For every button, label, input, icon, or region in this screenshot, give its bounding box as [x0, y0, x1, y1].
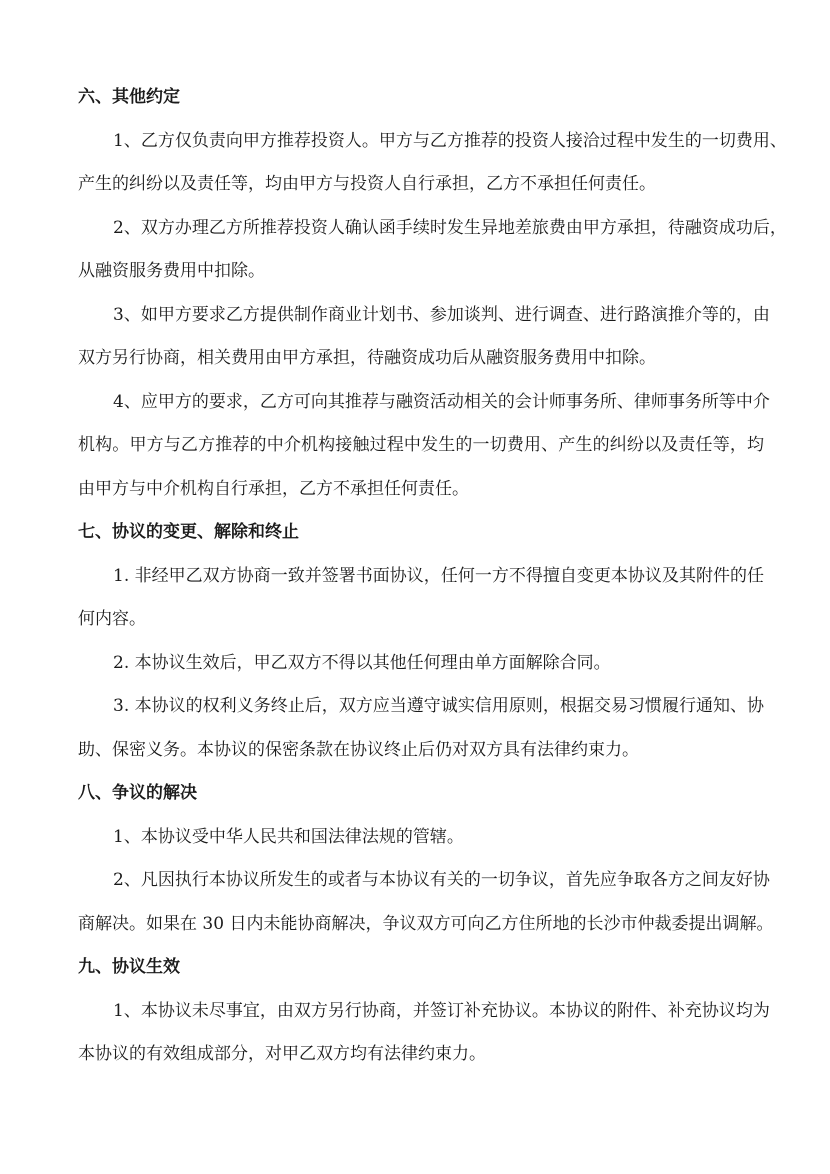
clause-paragraph [78, 816, 764, 860]
paragraph-line: 商解决。如果在 30 日内未能协商解决，争议双方可向乙方住所地的长沙市仲裁委提出调解。 [78, 913, 774, 934]
clause-paragraph [78, 685, 764, 772]
paragraph-line: 机构。甲方与乙方推荐的中介机构接触过程中发生的一切费用、产生的纠纷以及责任等，均 [78, 435, 764, 455]
paragraph-line: 3、如甲方要求乙方提供制作商业计划书、参加谈判、进行调查、进行路演推介等的，由 [113, 304, 770, 325]
paragraph-line: 从融资服务费用中扣除。 [78, 261, 265, 281]
clause-paragraph [78, 120, 787, 207]
paragraph-line: 2、双方办理乙方所推荐投资人确认函手续时发生异地差旅费由甲方承担，待融资成功后， [113, 217, 787, 238]
paragraph-line: 双方另行协商，相关费用由甲方承担，待融资成功后从融资服务费用中扣除。 [78, 348, 656, 368]
clause-paragraph [78, 642, 764, 686]
section-heading: 七、协议的变更、解除和终止 [78, 522, 299, 542]
paragraph-line: 4、应甲方的要求，乙方可向其推荐与融资活动相关的会计师事务所、律师事务所等中介 [113, 391, 770, 412]
clause-paragraph [78, 381, 770, 512]
paragraph-line: 由甲方与中介机构自行承担，乙方不承担任何责任。 [78, 478, 469, 499]
clause-paragraph [78, 990, 770, 1077]
section-heading: 九、协议生效 [78, 957, 180, 977]
paragraph-line: 1. 非经甲乙双方协商一致并签署书面协议，任何一方不得擅自变更本协议及其附件的任 [113, 565, 764, 586]
clause-paragraph [78, 294, 770, 381]
paragraph-line: 产生的纠纷以及责任等，均由甲方与投资人自行承担，乙方不承担任何责任。 [78, 174, 656, 194]
clause-paragraph [78, 859, 774, 946]
section-heading: 八、争议的解决 [78, 783, 197, 803]
clause-paragraph [78, 207, 787, 294]
paragraph-line: 3. 本协议的权利义务终止后，双方应当遵守诚实信用原则，根据交易习惯履行通知、协 [113, 696, 764, 716]
paragraph-line: 助、保密义务。本协议的保密条款在协议终止后仍对双方具有法律约束力。 [78, 739, 639, 760]
paragraph-line: 1、本协议受中华人民共和国法律法规的管辖。 [113, 826, 464, 847]
paragraph-line: 本协议的有效组成部分，对甲乙双方均有法律约束力。 [78, 1044, 486, 1064]
paragraph-line: 1、乙方仅负责向甲方推荐投资人。甲方与乙方推荐的投资人接洽过程中发生的一切费用、 [113, 130, 787, 151]
section-heading: 六、其他约定 [78, 87, 180, 107]
document-page [78, 76, 787, 1077]
paragraph-line: 2. 本协议生效后，甲乙双方不得以其他任何理由单方面解除合同。 [113, 652, 611, 673]
paragraph-line: 1、本协议未尽事宜，由双方另行协商，并签订补充协议。本协议的附件、补充协议均为 [113, 1000, 770, 1021]
paragraph-line: 何内容。 [78, 609, 146, 629]
paragraph-line: 2、凡因执行本协议所发生的或者与本协议有关的一切争议，首先应争取各方之间友好协 [113, 870, 770, 890]
clause-paragraph [78, 555, 764, 642]
